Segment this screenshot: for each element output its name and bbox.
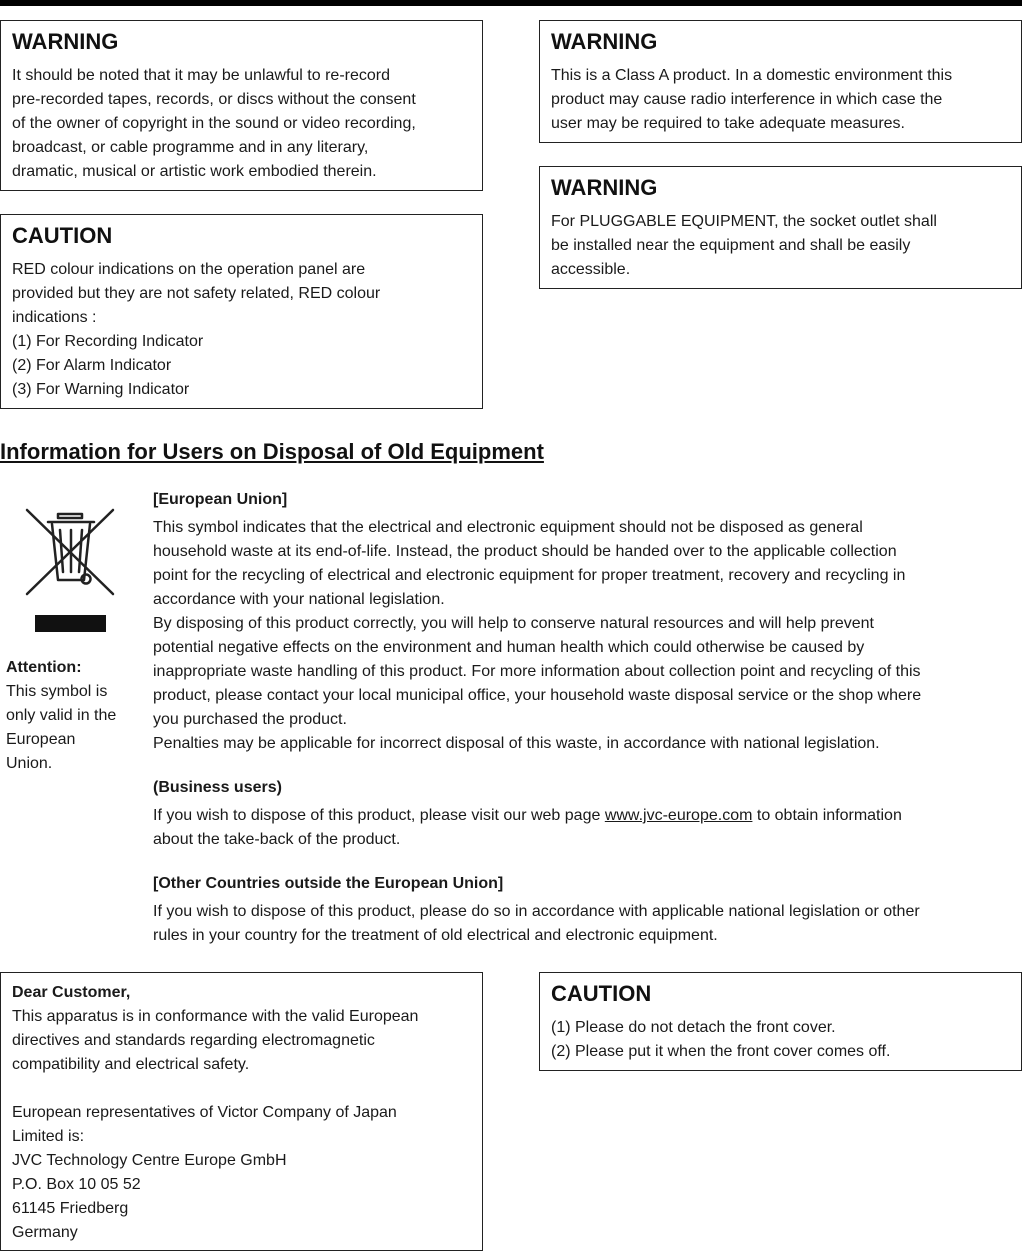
- business-users-section: [153, 776, 1019, 852]
- attention-note: [6, 656, 141, 776]
- business-section-title: (Business users): [153, 779, 282, 796]
- eu-section-body: [153, 516, 1019, 756]
- caution-title: CAUTION: [12, 223, 113, 248]
- caution-line: (1) For Recording Indicator: [12, 333, 204, 350]
- warning-line: This is a Class A product. In a domestic environment this: [551, 67, 953, 84]
- dear-customer-title: Dear Customer,: [12, 984, 131, 1001]
- representative-line: Germany: [12, 1224, 78, 1241]
- caution-line: (3) For Warning Indicator: [12, 381, 190, 398]
- warning-pluggable-box: [539, 166, 1022, 289]
- dear-customer-line: This apparatus is in conformance with the valid European: [12, 1008, 419, 1025]
- eu-line: potential negative effects on the environment and human health which could otherwise be caused by: [153, 639, 865, 656]
- disposal-content: [153, 488, 1019, 948]
- caution-red-box: [0, 214, 483, 409]
- warning-title: WARNING: [12, 29, 119, 54]
- caution-line: indications :: [12, 309, 97, 326]
- representative-line: Limited is:: [12, 1128, 85, 1145]
- eu-line: point for the recycling of electrical and electronic equipment for proper treatment, recovery and recycling in: [153, 567, 906, 584]
- bin-underbar: [35, 615, 106, 632]
- eu-section-title: [European Union]: [153, 491, 288, 508]
- attention-line: This symbol is: [6, 683, 108, 700]
- dear-customer-line: directives and standards regarding electromagnetic: [12, 1032, 375, 1049]
- business-text: to obtain information: [752, 807, 902, 824]
- attention-line: only valid in the: [6, 707, 117, 724]
- warning-line: pre-recorded tapes, records, or discs without the consent: [12, 91, 416, 108]
- other-line: rules in your country for the treatment of old electrical and electronic equipment.: [153, 927, 718, 944]
- attention-title: Attention:: [6, 659, 82, 676]
- warning-class-a-box: [539, 20, 1022, 143]
- top-rule: [0, 0, 1022, 6]
- warning-title: WARNING: [551, 175, 658, 200]
- warning-line: of the owner of copyright in the sound or video recording,: [12, 115, 416, 132]
- crossed-out-bin-icon: [20, 500, 120, 600]
- eu-line: Penalties may be applicable for incorrect disposal of this waste, in accordance with national legislation.: [153, 735, 880, 752]
- eu-line: accordance with your national legislation.: [153, 591, 445, 608]
- warning-line: dramatic, musical or artistic work embodied therein.: [12, 163, 377, 180]
- representative-line: JVC Technology Centre Europe GmbH: [12, 1152, 287, 1169]
- caution-line: (1) Please do not detach the front cover.: [551, 1019, 836, 1036]
- caution-line: provided but they are not safety related, RED colour: [12, 285, 381, 302]
- eu-line: household waste at its end-of-life. Instead, the product should be handed over to the applicable collection: [153, 543, 897, 560]
- other-line: If you wish to dispose of this product, please do so in accordance with applicable national legislation or other: [153, 903, 920, 920]
- disposal-heading: Information for Users on Disposal of Old Equipment: [0, 439, 544, 464]
- dear-customer-line: compatibility and electrical safety.: [12, 1056, 250, 1073]
- caution-line: (2) For Alarm Indicator: [12, 357, 172, 374]
- warning-line: be installed near the equipment and shall be easily: [551, 237, 911, 254]
- eu-line: inappropriate waste handling of this product. For more information about collection point and recycling of this: [153, 663, 921, 680]
- warning-title: WARNING: [551, 29, 658, 54]
- caution-front-cover-box: [539, 972, 1022, 1071]
- warning-copyright-box: [0, 20, 483, 191]
- other-section-body: [153, 900, 1019, 948]
- warning-line: product may cause radio interference in which case the: [551, 91, 943, 108]
- business-text: If you wish to dispose of this product, please visit our web page: [153, 807, 605, 824]
- other-section-title: [Other Countries outside the European Union]: [153, 875, 504, 892]
- warning-line: user may be required to take adequate measures.: [551, 115, 905, 132]
- warning-line: broadcast, or cable programme and in any literary,: [12, 139, 369, 156]
- representative-line: P.O. Box 10 05 52: [12, 1176, 141, 1193]
- business-line: about the take-back of the product.: [153, 831, 401, 848]
- eu-line: This symbol indicates that the electrical and electronic equipment should not be disposed as general: [153, 519, 863, 536]
- warning-line: It should be noted that it may be unlawful to re-record: [12, 67, 390, 84]
- caution-line: RED colour indications on the operation panel are: [12, 261, 366, 278]
- business-line: [153, 804, 1019, 828]
- other-countries-section: [153, 872, 1019, 948]
- business-section-body: [153, 804, 1019, 852]
- paragraph-gap: [12, 1077, 471, 1101]
- representative-line: European representatives of Victor Company of Japan: [12, 1104, 397, 1121]
- caution-title: CAUTION: [551, 981, 652, 1006]
- warning-line: For PLUGGABLE EQUIPMENT, the socket outlet shall: [551, 213, 937, 230]
- jvc-europe-link[interactable]: www.jvc-europe.com: [604, 807, 753, 824]
- eu-line: By disposing of this product correctly, you will help to conserve natural resources and will help prevent: [153, 615, 874, 632]
- caution-line: (2) Please put it when the front cover comes off.: [551, 1043, 891, 1060]
- attention-line: European: [6, 731, 76, 748]
- eu-line: you purchased the product.: [153, 711, 347, 728]
- representative-line: 61145 Friedberg: [12, 1200, 129, 1217]
- dear-customer-box: [0, 972, 483, 1251]
- warning-line: accessible.: [551, 261, 631, 278]
- eu-line: product, please contact your local municipal office, your household waste disposal service or the shop where: [153, 687, 922, 704]
- attention-line: Union.: [6, 755, 53, 772]
